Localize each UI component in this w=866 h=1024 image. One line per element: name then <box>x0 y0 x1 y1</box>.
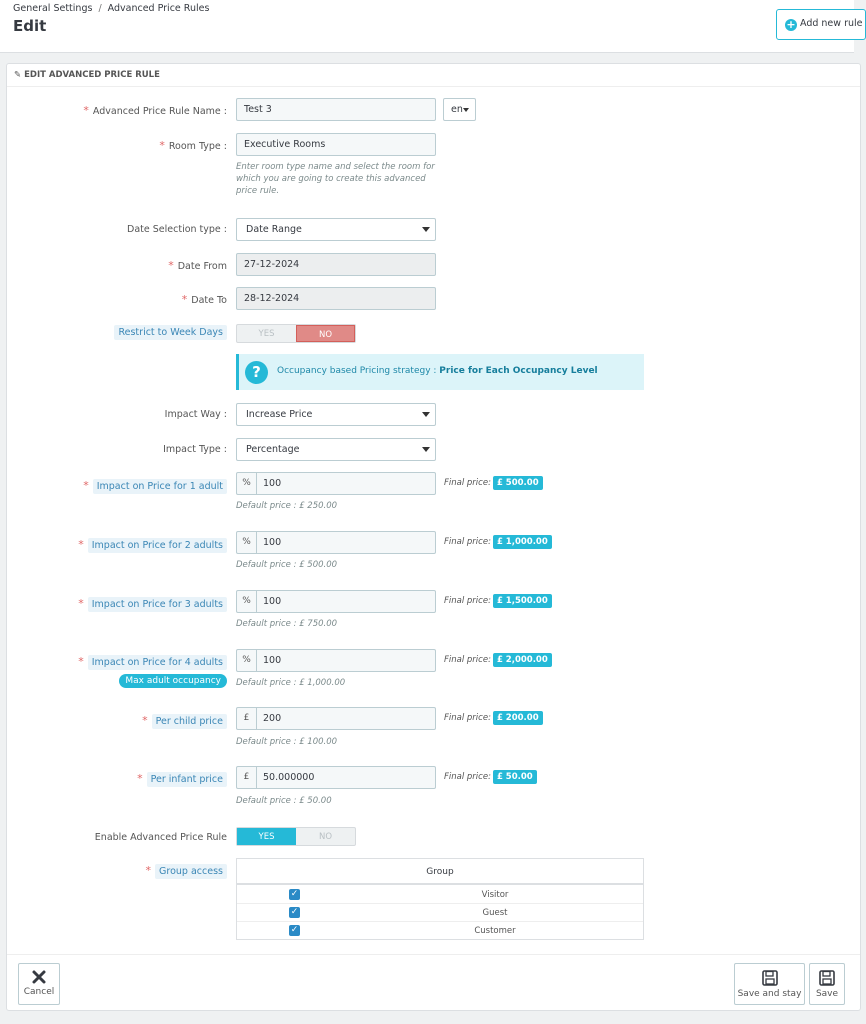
final-price-infant: Final price: £ 50.00 <box>444 770 537 784</box>
close-icon <box>31 969 47 985</box>
impact-4-adults-input[interactable]: % 100 <box>236 649 436 672</box>
impact-1-adult-label: * Impact on Price for 1 adult <box>83 479 227 492</box>
impact-type-label: Impact Type : <box>163 444 227 455</box>
group-visitor-checkbox[interactable]: ✓ <box>290 889 299 899</box>
date-to-label: * Date To <box>181 293 227 306</box>
pencil-icon: ✎ <box>14 70 22 80</box>
impact-1-adult-input[interactable]: % 100 <box>236 472 436 495</box>
table-row <box>237 904 643 922</box>
plus-circle-icon: + <box>786 18 796 31</box>
restrict-week-days-switch[interactable] <box>236 324 356 343</box>
impact-4-adults-label: * Impact on Price for 4 adults <box>78 655 227 668</box>
final-price-4-adults: Final price: £ 2,000.00 <box>444 653 552 667</box>
group-guest-checkbox[interactable]: ✓ <box>290 907 299 917</box>
caret-down-icon <box>422 412 430 417</box>
impact-way-select[interactable]: Increase Price <box>236 403 436 426</box>
breadcrumb-item-advanced-price-rules[interactable]: Advanced Price Rules <box>107 3 210 14</box>
group-name: Customer <box>474 926 516 936</box>
room-type-help: Enter room type name and select the room for which you are going to create this advanced price rule. <box>236 162 435 196</box>
enable-rule-label: Enable Advanced Price Rule <box>94 832 227 843</box>
group-access-label: * Group access <box>146 864 227 877</box>
impact-2-adults-label: * Impact on Price for 2 adults <box>78 538 227 551</box>
per-child-price-input[interactable]: £ 200 <box>236 707 436 730</box>
default-price-2-adults: Default price : £ 500.00 <box>236 560 338 570</box>
restrict-no-option[interactable]: NO <box>296 325 355 342</box>
table-row <box>237 886 643 904</box>
panel-heading <box>7 64 860 87</box>
date-selection-select[interactable]: Date Range <box>236 218 436 241</box>
panel-heading-text: EDIT ADVANCED PRICE RULE <box>24 70 160 80</box>
enable-rule-switch[interactable] <box>236 827 356 846</box>
save-label: Save <box>815 989 839 999</box>
caret-down-icon <box>422 447 430 452</box>
default-price-3-adults: Default price : £ 750.00 <box>236 619 338 629</box>
final-price-2-adults: Final price: £ 1,000.00 <box>444 535 552 549</box>
final-price-1-adult: Final price: £ 500.00 <box>444 476 543 490</box>
final-price-child: Final price: £ 200.00 <box>444 711 543 725</box>
default-price-1-adult: Default price : £ 250.00 <box>236 501 338 511</box>
date-to-input[interactable]: 28-12-2024 <box>236 287 436 310</box>
save-button[interactable] <box>809 963 845 1005</box>
page-header <box>0 0 863 53</box>
date-selection-label: Date Selection type : <box>127 224 227 235</box>
save-and-stay-label: Save and stay <box>737 989 802 999</box>
save-and-stay-button[interactable] <box>734 963 805 1005</box>
final-price-3-adults: Final price: £ 1,500.00 <box>444 594 552 608</box>
impact-type-select[interactable]: Percentage <box>236 438 436 461</box>
date-from-label: * Date From <box>168 259 227 272</box>
occupancy-strategy-alert: ? Occupancy based Pricing strategy : Price for Each Occupancy Level <box>236 354 644 390</box>
default-price-infant: Default price : £ 50.00 <box>236 796 332 806</box>
room-type-label: * Room Type : <box>159 139 227 152</box>
floppy-disk-icon <box>761 969 779 987</box>
question-icon: ? <box>245 361 268 384</box>
default-price-4-adults: Default price : £ 1,000.00 <box>236 678 346 688</box>
caret-down-icon <box>422 227 430 232</box>
default-price-child: Default price : £ 100.00 <box>236 737 338 747</box>
per-child-price-label: * Per child price <box>142 714 227 727</box>
max-adult-occupancy-badge: Max adult occupancy <box>119 674 227 688</box>
floppy-disk-icon <box>818 969 836 987</box>
group-customer-checkbox[interactable]: ✓ <box>290 925 299 935</box>
cancel-label: Cancel <box>23 987 55 997</box>
add-new-rule-button[interactable] <box>776 9 866 40</box>
breadcrumb: General Settings / Advanced Price Rules <box>13 3 210 14</box>
restrict-week-days-label: Restrict to Week Days <box>114 327 227 338</box>
impact-3-adults-input[interactable]: % 100 <box>236 590 436 613</box>
caret-down-icon <box>463 108 469 112</box>
add-new-rule-label: Add new rule <box>800 18 863 29</box>
date-from-input[interactable]: 27-12-2024 <box>236 253 436 276</box>
group-name: Guest <box>482 908 508 918</box>
restrict-yes-option[interactable]: YES <box>258 329 275 339</box>
impact-3-adults-label: * Impact on Price for 3 adults <box>78 597 227 610</box>
breadcrumb-item-general-settings[interactable]: General Settings <box>13 3 93 14</box>
edit-price-rule-panel <box>6 63 861 1011</box>
group-column-header: Group <box>237 859 643 885</box>
table-row <box>237 922 643 940</box>
group-access-table <box>236 858 644 940</box>
enable-yes-option[interactable]: YES <box>237 828 296 845</box>
name-label: * Advanced Price Rule Name : <box>83 104 227 117</box>
page-title: Edit <box>13 17 47 35</box>
rule-name-input[interactable]: Test 3 <box>236 98 436 121</box>
enable-no-option[interactable]: NO <box>318 832 333 842</box>
per-infant-price-input[interactable]: £ 50.000000 <box>236 766 436 789</box>
cancel-button[interactable] <box>18 963 60 1005</box>
per-infant-price-label: * Per infant price <box>137 772 227 785</box>
impact-way-label: Impact Way : <box>164 409 227 420</box>
language-dropdown[interactable]: en <box>443 98 476 121</box>
impact-2-adults-input[interactable]: % 100 <box>236 531 436 554</box>
group-name: Visitor <box>481 890 509 900</box>
panel-footer <box>7 954 860 1012</box>
room-type-input[interactable]: Executive Rooms <box>236 133 436 156</box>
